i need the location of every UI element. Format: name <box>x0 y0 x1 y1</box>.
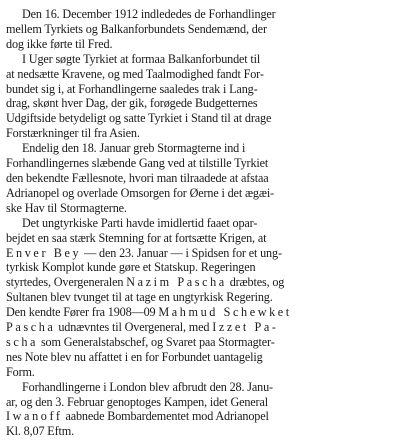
paragraph <box>6 380 399 440</box>
text-line <box>6 216 399 231</box>
paragraph <box>6 52 399 141</box>
text-line <box>6 82 399 97</box>
text-line <box>6 52 399 67</box>
text-run: bejdet en saa stærk Stemning for at fortsætte Krigen, at <box>6 230 267 245</box>
text-line <box>6 305 399 320</box>
text-line <box>6 246 399 261</box>
text-line <box>6 186 399 201</box>
text-line <box>6 96 399 111</box>
spaced-name: scha <box>6 334 39 349</box>
paragraph <box>6 216 399 380</box>
spaced-name: Iwanoff <box>6 409 63 424</box>
text-run: udnævntes til Overgeneral, med <box>55 320 213 335</box>
paragraph <box>6 141 399 216</box>
spaced-name: Nazim Pascha <box>126 275 227 290</box>
text-run: — den 23. Januar — i Spidsen for et ung- <box>81 245 282 260</box>
text-line <box>6 260 399 275</box>
spaced-name: Mahmud Schewket <box>158 305 292 320</box>
text-run: ar, og den 3. Februar genoptoges Kampen, idet General <box>6 394 268 409</box>
text-run: mellem Tyrkiets og Balkanforbundets Sendemænd, der <box>6 21 267 36</box>
text-run: drag, skønt hver Dag, der gik, forøgede Budgetternes <box>6 96 258 111</box>
text-line <box>6 67 399 82</box>
text-run: Forhandlingernes slæbende Gang ved at tilstille Tyrkiet <box>6 156 269 171</box>
text-line <box>6 111 399 126</box>
text-line <box>6 350 399 365</box>
text-line <box>6 126 399 141</box>
text-run: Forstærkninger til fra Asien. <box>6 126 140 141</box>
text-run: den bekendte Fællesnote, hvori man tilraadede at afstaa <box>6 170 269 185</box>
text-line <box>6 290 399 305</box>
text-line <box>6 156 399 171</box>
text-run: dræbtes, og <box>226 275 285 290</box>
text-run: som Generalstabschef, og Svaret paa Stormagter- <box>38 334 275 349</box>
text-line <box>6 424 399 439</box>
text-line <box>6 395 399 410</box>
text-line <box>6 380 399 395</box>
text-line <box>6 171 399 186</box>
text-run: ske Hav til Stormagterne. <box>6 200 127 215</box>
text-line <box>6 335 399 350</box>
text-line <box>6 22 399 37</box>
text-run: Kl. 8,07 Eftm. <box>6 424 74 439</box>
spaced-name: Izzet Pa- <box>212 320 279 335</box>
text-run: at nedsætte Kravene, og med Taalmodighed fandt For- <box>6 66 264 81</box>
text-run: Sultanen blev tvunget til at tage en ungtyrkisk Regering. <box>6 290 273 305</box>
text-line <box>6 231 399 246</box>
text-line <box>6 365 399 380</box>
text-run: Den kendte Fører fra 1908—09 <box>6 305 159 320</box>
text-line <box>6 141 399 156</box>
text-run: Form. <box>6 364 35 379</box>
text-run: Det ungtyrkiske Parti havde imidlertid faaet opar- <box>22 215 258 230</box>
text-run: dog ikke førte til Fred. <box>6 36 113 51</box>
text-run: Adrianopel og overlade Omsorgen for Øerne i det ægæi- <box>6 185 275 200</box>
text-run: tyrkisk Komplot kunde gøre et Statskup. Regeringen <box>6 260 256 275</box>
text-run: styrtedes, Overgeneralen <box>6 275 127 290</box>
text-run: Endelig den 18. Januar greb Stormagterne ind i <box>22 141 246 156</box>
spaced-name: Pascha <box>6 320 56 335</box>
text-line <box>6 7 399 22</box>
paragraph <box>6 7 399 52</box>
spaced-name: Enver Bey <box>6 245 82 260</box>
text-run: Forhandlingerne i London blev afbrudt den 28. Janu- <box>22 379 273 394</box>
text-run: nes Note blev nu affattet i en for Forbundet uantagelig <box>6 349 263 364</box>
text-line <box>6 409 399 424</box>
text-run: aabnede Bombardementet mod Adrianopel <box>62 409 269 424</box>
text-run: bundet sig i, at Forhandlingerne saaledes trak i Lang- <box>6 81 258 96</box>
text-line <box>6 37 399 52</box>
text-run: Udgiftside betydeligt og satte Tyrkiet i Stand til at drage <box>6 111 272 126</box>
text-run: Den 16. December 1912 indlededes de Forhandlinger <box>22 7 276 21</box>
text-line <box>6 201 399 216</box>
text-run: I Uger søgte Tyrkiet at formaa Balkanforbundet til <box>22 51 261 66</box>
document-page <box>6 7 399 439</box>
text-line <box>6 275 399 290</box>
text-line <box>6 320 399 335</box>
